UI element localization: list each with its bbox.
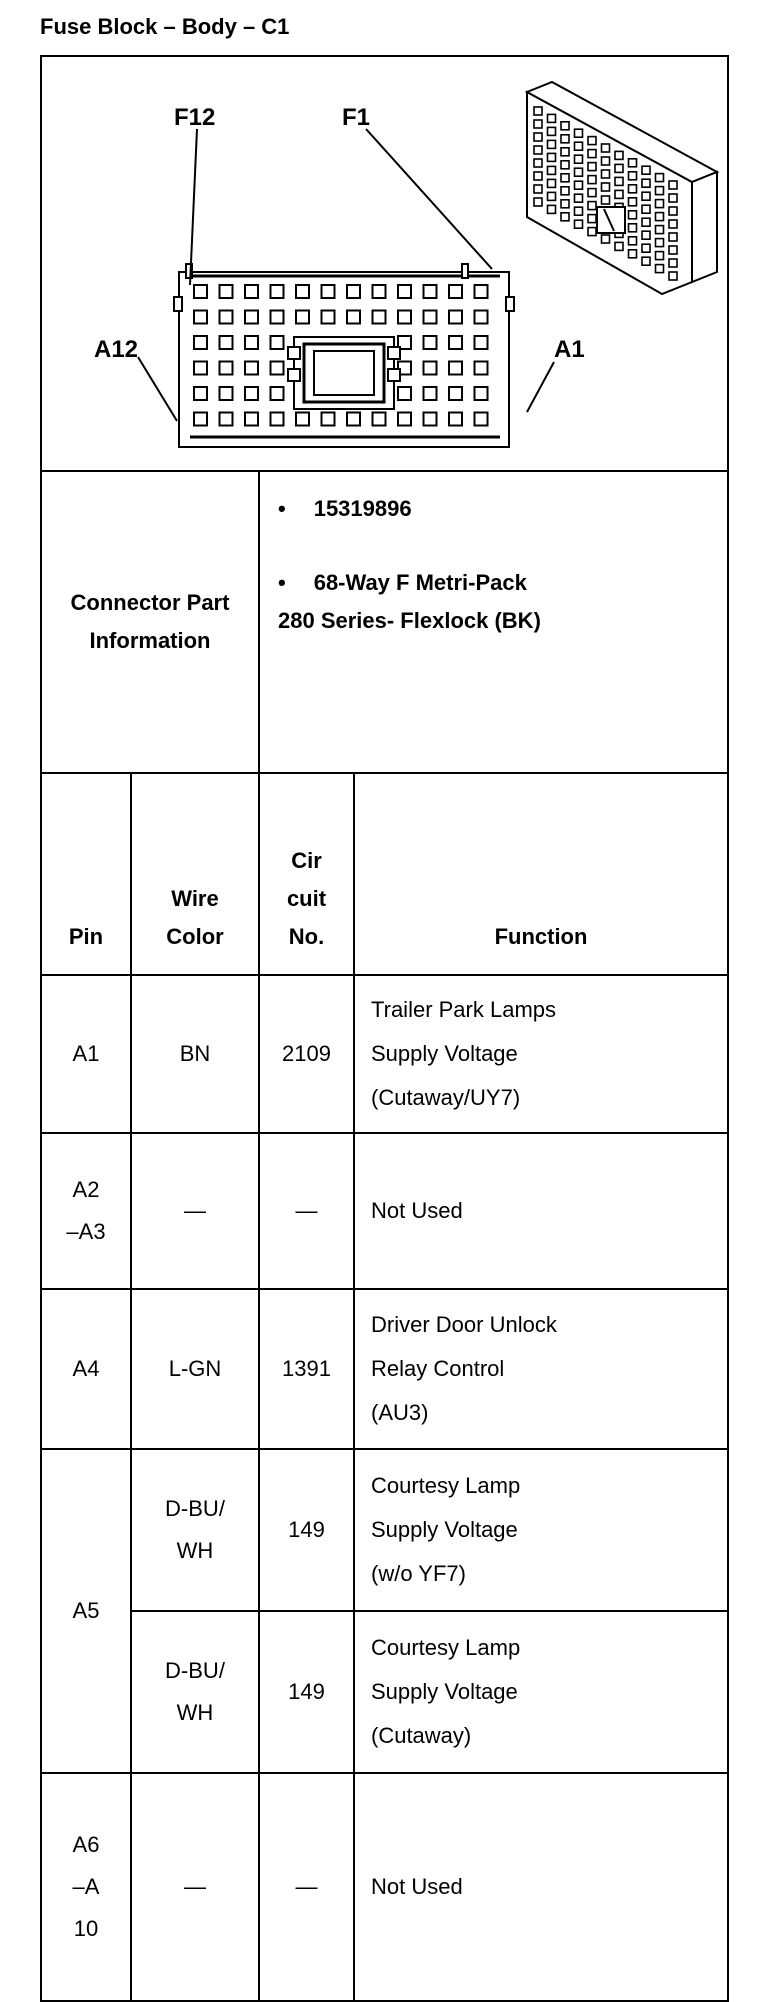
- connector-diagram-cell: [41, 56, 728, 471]
- part-number: 15319896: [313, 496, 412, 521]
- terminal-cavity: [475, 413, 488, 426]
- iso-cavity: [629, 237, 637, 245]
- iso-cavity: [548, 140, 556, 148]
- iso-side: [692, 172, 717, 282]
- label-a12: A12: [94, 336, 139, 363]
- iso-cavity: [575, 181, 583, 189]
- wire-color-cell: [131, 1449, 259, 1611]
- terminal-cavity: [322, 285, 335, 298]
- center-side-cavity: [288, 369, 300, 381]
- iso-cavity: [656, 239, 664, 247]
- iso-cavity: [588, 189, 596, 197]
- top-right-tab: [462, 264, 468, 278]
- function-line: Relay Control: [371, 1356, 505, 1381]
- iso-cavity: [656, 187, 664, 195]
- terminal-cavity: [194, 336, 207, 349]
- terminal-cavity: [220, 387, 233, 400]
- connector-description-line1: 68-Way F Metri-Pack: [313, 570, 527, 595]
- terminal-cavity: [220, 285, 233, 298]
- iso-cavity: [575, 142, 583, 150]
- pin-cell: [41, 1773, 131, 2001]
- iso-cavity: [629, 172, 637, 180]
- center-lock-core: [314, 351, 374, 395]
- function-line: Supply Voltage: [371, 1679, 518, 1704]
- function-line: (Cutaway): [371, 1723, 472, 1748]
- label-f12: F12: [174, 104, 216, 131]
- pin-text: A2: [72, 1177, 100, 1202]
- terminal-cavity: [194, 413, 207, 426]
- terminal-cavity: [373, 311, 386, 324]
- terminal-cavity: [449, 413, 462, 426]
- iso-cavity: [561, 213, 569, 221]
- terminal-cavity: [271, 285, 284, 298]
- table-row: [41, 1449, 728, 1611]
- iso-cavity: [615, 151, 623, 159]
- iso-cavity: [575, 207, 583, 215]
- iso-cavity: [656, 213, 664, 221]
- pin-cell: [41, 1289, 131, 1449]
- iso-cavity: [588, 228, 596, 236]
- iso-cavity: [575, 155, 583, 163]
- header-function: [354, 773, 728, 975]
- iso-cavity: [642, 244, 650, 252]
- function-line: Courtesy Lamp: [371, 1635, 521, 1660]
- terminal-cavity: [475, 311, 488, 324]
- terminal-cavity: [398, 413, 411, 426]
- function-cell: [354, 1449, 728, 1611]
- connector-part-info-value: [259, 471, 728, 773]
- table-row: [41, 1289, 728, 1449]
- function-cell: [354, 1611, 728, 1773]
- header-pin-text: Pin: [68, 924, 104, 949]
- iso-cavity: [602, 144, 610, 152]
- iso-cavity: [669, 233, 677, 241]
- terminal-cavity: [398, 387, 411, 400]
- connector-part-label-line1: Connector Part: [70, 590, 230, 615]
- wire-color-text: L-GN: [168, 1356, 222, 1381]
- wire-color-cell: [131, 1611, 259, 1773]
- iso-cavity: [615, 164, 623, 172]
- function-line: Not Used: [371, 1198, 463, 1223]
- pin-text: A6: [72, 1832, 100, 1857]
- pin-cell: [41, 1449, 131, 1773]
- iso-cavity: [642, 205, 650, 213]
- iso-cavity: [642, 218, 650, 226]
- iso-cavity: [669, 246, 677, 254]
- header-function-text: Function: [494, 924, 588, 949]
- table-row: [41, 1773, 728, 2001]
- iso-cavity: [669, 259, 677, 267]
- iso-cavity: [534, 185, 542, 193]
- iso-cavity: [669, 220, 677, 228]
- wire-color-text: D-BU/: [165, 1496, 225, 1521]
- terminal-cavity: [194, 285, 207, 298]
- iso-cavity: [534, 120, 542, 128]
- header-wire-color: [131, 773, 259, 975]
- iso-cavity: [629, 185, 637, 193]
- iso-cavity: [588, 202, 596, 210]
- bullet-1: •: [278, 496, 286, 521]
- circuit-text: 149: [288, 1517, 325, 1542]
- wire-color-cell: [131, 1133, 259, 1289]
- pin-text: A4: [72, 1356, 100, 1381]
- wire-color-cell: [131, 975, 259, 1133]
- terminal-cavity: [398, 285, 411, 298]
- terminal-cavity: [220, 336, 233, 349]
- circuit-text: 1391: [282, 1356, 331, 1381]
- iso-cavity: [548, 179, 556, 187]
- pin-text: A5: [72, 1598, 100, 1623]
- header-circuit: [259, 773, 354, 975]
- terminal-cavity: [475, 387, 488, 400]
- iso-cavity: [656, 265, 664, 273]
- header-wire-line1: Wire: [171, 886, 219, 911]
- iso-cavity: [588, 137, 596, 145]
- terminal-cavity: [194, 362, 207, 375]
- iso-cavity: [669, 181, 677, 189]
- terminal-cavity: [347, 413, 360, 426]
- iso-cavity: [629, 159, 637, 167]
- terminal-cavity: [245, 336, 258, 349]
- iso-cavity: [629, 198, 637, 206]
- iso-cavity: [602, 183, 610, 191]
- right-latch: [506, 297, 514, 311]
- iso-cavity: [629, 250, 637, 258]
- iso-cavity: [602, 196, 610, 204]
- terminal-cavity: [347, 285, 360, 298]
- iso-cavity: [615, 177, 623, 185]
- table-row: [41, 1611, 728, 1773]
- diagram-row: [41, 56, 728, 471]
- terminal-cavity: [449, 387, 462, 400]
- circuit-cell: [259, 1449, 354, 1611]
- terminal-cavity: [245, 387, 258, 400]
- iso-cavity: [615, 190, 623, 198]
- terminal-cavity: [322, 311, 335, 324]
- iso-cavity: [602, 235, 610, 243]
- iso-cavity: [575, 220, 583, 228]
- function-line: (w/o YF7): [371, 1561, 466, 1586]
- center-side-cavity: [388, 369, 400, 381]
- iso-cavity: [602, 157, 610, 165]
- terminal-cavity: [220, 311, 233, 324]
- circuit-text: 2109: [282, 1041, 331, 1066]
- f1-leader-line: [366, 129, 492, 269]
- a12-leader-line: [138, 357, 177, 421]
- iso-cavity: [534, 159, 542, 167]
- iso-cavity: [656, 200, 664, 208]
- function-line: (AU3): [371, 1400, 429, 1425]
- iso-cavity: [588, 150, 596, 158]
- iso-cavity: [548, 166, 556, 174]
- iso-cavity: [656, 226, 664, 234]
- terminal-cavity: [245, 311, 258, 324]
- terminal-cavity: [398, 311, 411, 324]
- iso-cavity: [534, 107, 542, 115]
- terminal-cavity: [271, 362, 284, 375]
- terminal-cavity: [424, 387, 437, 400]
- terminal-cavity: [271, 311, 284, 324]
- iso-cavity: [656, 174, 664, 182]
- iso-cavity: [656, 252, 664, 260]
- wire-color-text: —: [184, 1198, 206, 1223]
- connector-isometric-view: [527, 82, 717, 294]
- function-cell: [354, 1773, 728, 2001]
- iso-cavity: [534, 133, 542, 141]
- circuit-text: 149: [288, 1679, 325, 1704]
- f12-leader-line: [190, 129, 197, 285]
- iso-cavity: [575, 194, 583, 202]
- circuit-cell: [259, 975, 354, 1133]
- iso-cavity: [548, 153, 556, 161]
- terminal-cavity: [296, 311, 309, 324]
- terminal-cavity: [347, 311, 360, 324]
- iso-cavity: [588, 176, 596, 184]
- header-circuit-line2: cuit: [286, 886, 327, 911]
- iso-cavity: [548, 205, 556, 213]
- connector-info-row: [41, 471, 728, 773]
- terminal-cavity: [424, 336, 437, 349]
- header-wire-line2: Color: [166, 924, 224, 949]
- label-a1: A1: [554, 336, 585, 363]
- terminal-cavity: [220, 362, 233, 375]
- wire-color-cell: [131, 1773, 259, 2001]
- iso-cavity: [548, 192, 556, 200]
- circuit-text: —: [295, 1874, 318, 1899]
- iso-cavity: [669, 207, 677, 215]
- iso-cavity: [642, 166, 650, 174]
- iso-cavity: [561, 187, 569, 195]
- circuit-cell: [259, 1773, 354, 2001]
- pin-text: –A: [72, 1874, 100, 1899]
- terminal-cavity: [449, 336, 462, 349]
- connector-face: [174, 264, 514, 447]
- iso-cavity: [561, 161, 569, 169]
- wire-color-text: WH: [176, 1538, 214, 1563]
- iso-cavity: [669, 272, 677, 280]
- terminal-cavity: [245, 362, 258, 375]
- wire-color-text: —: [184, 1874, 206, 1899]
- terminal-cavity: [475, 362, 488, 375]
- connector-diagram: [42, 57, 729, 470]
- iso-cavity: [548, 127, 556, 135]
- function-cell: [354, 1133, 728, 1289]
- terminal-cavity: [373, 413, 386, 426]
- wire-color-text: BN: [179, 1041, 211, 1066]
- terminal-cavity: [449, 285, 462, 298]
- terminal-cavity: [475, 336, 488, 349]
- iso-cavity: [669, 194, 677, 202]
- pin-cell: [41, 975, 131, 1133]
- connector-part-label-line2: Information: [89, 628, 211, 653]
- iso-cavity: [629, 211, 637, 219]
- header-pin: [41, 773, 131, 975]
- iso-cavity: [561, 122, 569, 130]
- iso-cavity: [561, 200, 569, 208]
- wire-color-text: D-BU/: [165, 1658, 225, 1683]
- iso-cavity: [588, 163, 596, 171]
- wire-color-text: WH: [176, 1700, 214, 1725]
- header-circuit-line3: No.: [288, 924, 325, 949]
- circuit-cell: [259, 1289, 354, 1449]
- iso-cavity: [642, 192, 650, 200]
- page-title: Fuse Block – Body – C1: [40, 14, 290, 39]
- pin-text: 10: [73, 1916, 99, 1941]
- terminal-cavity: [296, 413, 309, 426]
- pin-text: A1: [72, 1041, 100, 1066]
- terminal-cavity: [271, 387, 284, 400]
- iso-cavity: [561, 174, 569, 182]
- function-cell: [354, 1289, 728, 1449]
- iso-cavity: [629, 224, 637, 232]
- header-circuit-line1: Cir: [291, 848, 322, 873]
- function-line: Driver Door Unlock: [371, 1312, 557, 1337]
- iso-cavity: [548, 114, 556, 122]
- iso-cavity: [602, 170, 610, 178]
- terminal-cavity: [322, 413, 335, 426]
- iso-cavity: [534, 198, 542, 206]
- iso-cavity: [561, 148, 569, 156]
- iso-cavity: [642, 257, 650, 265]
- terminal-cavity: [424, 311, 437, 324]
- terminal-cavity: [424, 362, 437, 375]
- terminal-cavity: [424, 285, 437, 298]
- iso-cavity: [561, 135, 569, 143]
- connector-table: [40, 55, 729, 2002]
- connector-description-line2: 280 Series- Flexlock (BK): [278, 608, 541, 633]
- wire-color-cell: [131, 1289, 259, 1449]
- terminal-cavity: [449, 362, 462, 375]
- iso-cavity: [534, 146, 542, 154]
- terminal-cavity: [194, 311, 207, 324]
- iso-cavity: [642, 231, 650, 239]
- center-side-cavity: [288, 347, 300, 359]
- function-line: Supply Voltage: [371, 1517, 518, 1542]
- circuit-text: —: [295, 1198, 318, 1223]
- function-line: (Cutaway/UY7): [371, 1085, 521, 1110]
- function-line: Supply Voltage: [371, 1041, 518, 1066]
- header-row: [41, 773, 728, 975]
- terminal-cavity: [373, 285, 386, 298]
- iso-cavity: [615, 242, 623, 250]
- label-f1: F1: [342, 104, 371, 131]
- function-cell: [354, 975, 728, 1133]
- left-latch: [174, 297, 182, 311]
- terminal-cavity: [449, 311, 462, 324]
- pin-text: –A3: [66, 1219, 106, 1244]
- function-line: Courtesy Lamp: [371, 1473, 521, 1498]
- a1-leader-line: [527, 362, 554, 412]
- center-side-cavity: [388, 347, 400, 359]
- terminal-cavity: [424, 413, 437, 426]
- table-row: [41, 975, 728, 1133]
- function-line: Trailer Park Lamps: [371, 997, 557, 1022]
- table-row: [41, 1133, 728, 1289]
- circuit-cell: [259, 1611, 354, 1773]
- terminal-cavity: [296, 285, 309, 298]
- terminal-cavity: [220, 413, 233, 426]
- terminal-cavity: [271, 413, 284, 426]
- iso-cavity: [642, 179, 650, 187]
- terminal-cavity: [271, 336, 284, 349]
- iso-latch: [597, 207, 625, 233]
- terminal-cavity: [194, 387, 207, 400]
- terminal-cavity: [245, 413, 258, 426]
- circuit-cell: [259, 1133, 354, 1289]
- terminal-cavity: [475, 285, 488, 298]
- iso-cavity: [575, 129, 583, 137]
- iso-cavity: [588, 215, 596, 223]
- terminal-cavity: [245, 285, 258, 298]
- iso-cavity: [575, 168, 583, 176]
- function-line: Not Used: [371, 1874, 463, 1899]
- bullet-2: •: [278, 570, 286, 595]
- iso-cavity: [534, 172, 542, 180]
- pin-cell: [41, 1133, 131, 1289]
- connector-part-info-label: [41, 471, 259, 773]
